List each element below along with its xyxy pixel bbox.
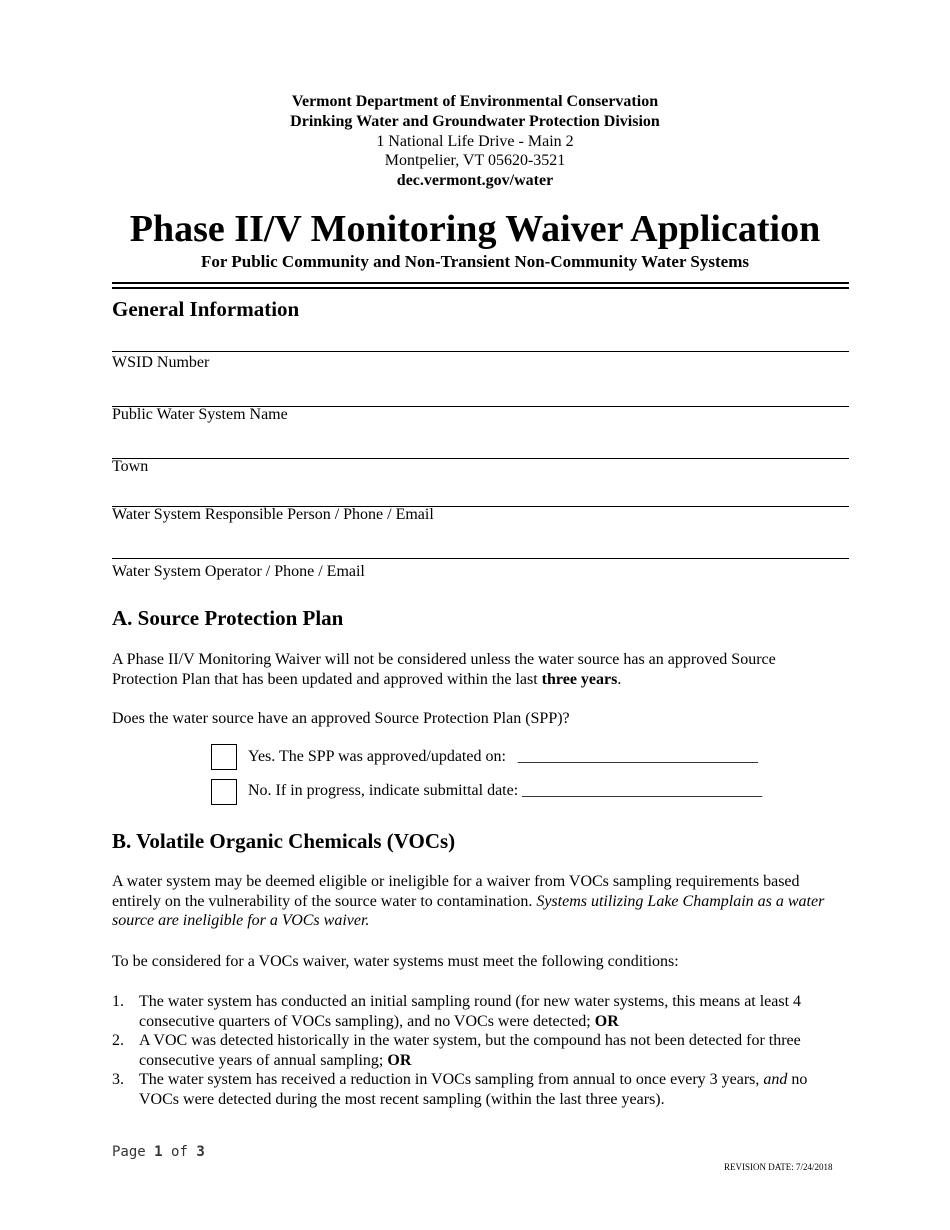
section-b-heading: B. Volatile Organic Chemicals (VOCs) [112,829,456,853]
page-subtitle: For Public Community and Non-Transient Non-Community Water Systems [201,252,749,271]
condition-text: The water system has conducted an initial sampling round (for new water systems, this means at least 4 consecutive quarters of VOCs sampling), and no VOCs were detected; [139,993,802,1030]
division-name: Drinking Water and Groundwater Protection Division [290,113,660,130]
condition-number: 1. [112,993,124,1010]
of-word: of [171,1144,188,1160]
list-item [112,1031,842,1070]
responsible-person-label: Water System Responsible Person / Phone / Email [112,506,434,523]
conditions-list [112,992,842,1109]
town-label: Town [112,458,149,475]
town-input-line[interactable] [112,458,849,459]
section-a-text: A Phase II/V Monitoring Waiver will not be considered unless the water source has an approved Source Protection Plan that has been updated and approved within the last [112,651,776,688]
condition-number: 2. [112,1032,124,1049]
department-name: Vermont Department of Environmental Conservation [291,93,659,110]
list-item [112,1070,842,1109]
total-pages: 3 [196,1144,205,1160]
header-divider-top [112,282,849,284]
condition-or: OR [594,1012,619,1030]
address-line-1: 1 National Life Drive - Main 2 [376,133,574,150]
spp-yes-checkbox[interactable] [211,744,237,770]
condition-text: The water system has received a reduction in VOCs sampling from annual to once every 3 years, [139,1071,764,1088]
section-a-paragraph [112,650,842,689]
condition-or: OR [387,1051,412,1069]
page-number [112,1144,205,1160]
section-a-heading: A. Source Protection Plan [112,606,344,630]
website-link[interactable]: dec.vermont.gov/water [396,172,554,189]
section-a-period: . [617,670,622,688]
condition-and: and [763,1071,788,1088]
lake-champlain-note: Systems utilizing Lake Champlain as a water source are ineligible for a VOCs waiver. [112,892,825,929]
general-info-heading: General Information [112,297,300,321]
condition-text: A VOC was detected historically in the water system, but the compound has not been detected for three consecutive years of annual sampling; [139,1032,801,1069]
spp-yes-label: Yes. The SPP was approved/updated on: ______________________________ [248,748,758,765]
spp-no-checkbox[interactable] [211,779,237,805]
condition-text-end: no VOCs were detected during the most recent sampling (within the last three years). [139,1071,808,1108]
revision-date: REVISION DATE: 7/24/2018 [724,1162,833,1172]
conditions-intro: To be considered for a VOCs waiver, water systems must meet the following conditions: [112,953,679,970]
section-a-emphasis: three years [541,670,618,688]
current-page: 1 [154,1144,163,1160]
page-word: Page [112,1144,146,1160]
operator-input-line[interactable] [112,558,849,559]
system-name-label: Public Water System Name [112,406,288,423]
list-item [112,992,842,1031]
spp-question: Does the water source have an approved Source Protection Plan (SPP)? [112,710,570,727]
address-line-2: Montpelier, VT 05620-3521 [384,152,566,169]
section-b-text: A water system may be deemed eligible or ineligible for a waiver from VOCs sampling requirements based entirely on the vulnerability of the source water to contamination. [112,873,800,910]
section-b-paragraph [112,872,842,931]
wsid-label: WSID Number [112,354,210,371]
header-divider-bottom [112,287,849,289]
page-title: Phase II/V Monitoring Waiver Application [129,208,821,250]
spp-no-label: No. If in progress, indicate submittal date: ______________________________ [248,782,763,799]
wsid-input-line[interactable] [112,351,849,352]
operator-label: Water System Operator / Phone / Email [112,563,365,580]
condition-number: 3. [112,1071,124,1088]
